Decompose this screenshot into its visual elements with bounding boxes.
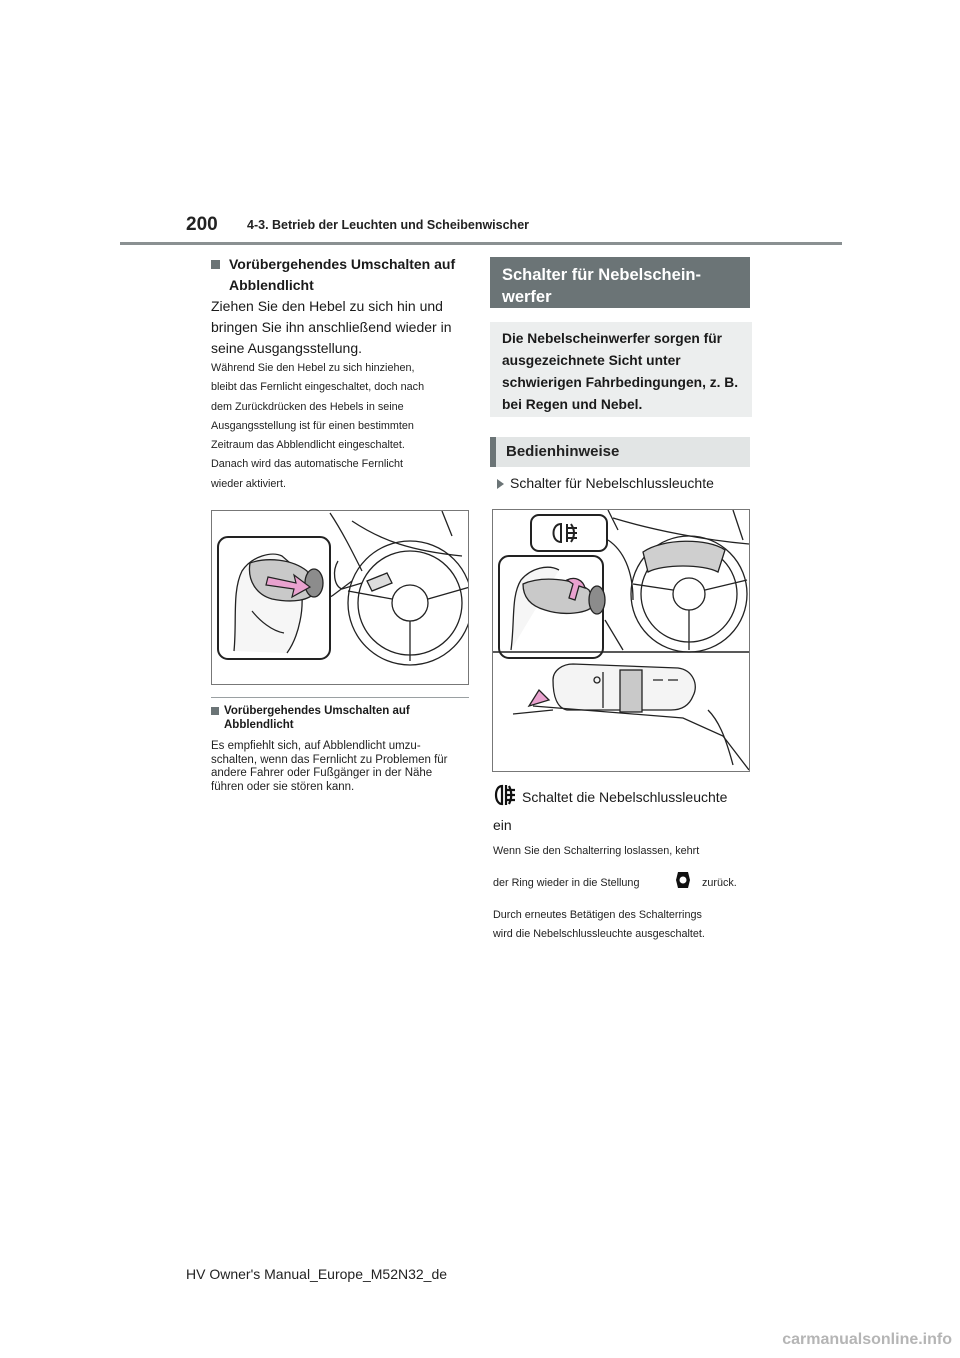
- caption-body: Es empfiehlt sich, auf Abblendlicht umzu-schalten, wenn das Fernlicht zu Problemen für andere Fahrer oder Fußgänger in der Nähe führen oder sie stören kann.: [211, 740, 448, 793]
- illustration-lever-pull: [211, 510, 469, 685]
- note-line: bleibt das Fernlicht eingeschaltet, doch nach: [211, 381, 425, 394]
- note-line: Während Sie den Hebel zu sich hinziehen,: [211, 362, 415, 374]
- note-line: wird die Nebelschlussleuchte ausgeschaltet.: [493, 928, 705, 941]
- section-title-fog-lights: Schalter für Nebelschein-werfer: [490, 257, 750, 308]
- note-switch-off: [493, 906, 755, 945]
- illustration-fog-switch: [492, 509, 750, 772]
- triangle-bullet-icon: [497, 479, 504, 489]
- square-bullet-icon: [211, 707, 219, 715]
- steering-wheel-lever-drawing: [212, 511, 468, 684]
- icon-description: Schaltet die Nebelschlussleuchte: [522, 789, 728, 805]
- note-release-line2: der Ring wieder in die Stellung: [493, 877, 640, 889]
- fog-switch-drawing: [493, 510, 749, 771]
- section-heading-abblendlicht: Vorübergehendes Umschalten auf Abblendlicht: [211, 254, 473, 296]
- page-number: 200: [186, 214, 218, 235]
- header-rule: [120, 242, 842, 245]
- subsection-title: Bedienhinweise: [490, 437, 750, 467]
- note-line: Danach wird das automatische Fernlicht: [211, 458, 404, 471]
- note-line: wieder aktiviert.: [211, 477, 287, 490]
- note-release-line2-end: zurück.: [702, 877, 737, 889]
- note-line: Ausgangsstellung ist für einen bestimmten: [211, 419, 414, 432]
- instruction-text: Ziehen Sie den Hebel zu sich hin und bringen Sie ihn anschließend wieder in seine Ausgangsstellung.: [211, 298, 452, 356]
- icon-description-cont: ein: [493, 817, 512, 833]
- rear-fog-light-icon: [493, 783, 517, 809]
- bullet-text: Schalter für Nebelschlussleuchte: [510, 475, 714, 491]
- note-line: Zeitraum das Abblendlicht eingeschaltet.: [211, 439, 405, 452]
- note-text: [211, 359, 473, 494]
- off-position-icon: [674, 870, 692, 890]
- note-line: dem Zurückdrücken des Hebels in seine: [211, 400, 404, 413]
- chapter-title: 4-3. Betrieb der Leuchten und Scheibenwischer: [247, 218, 530, 232]
- watermark: carmanualsonline.info: [782, 1331, 952, 1348]
- footer-manual-id: HV Owner's Manual_Europe_M52N32_de: [186, 1266, 448, 1282]
- square-bullet-icon: [211, 260, 220, 269]
- note-release: Wenn Sie den Schalterring loslassen, kehrt: [493, 845, 700, 857]
- caption-heading: Vorübergehendes Umschalten auf Abblendlicht: [211, 704, 469, 732]
- caption-rule: [211, 697, 469, 698]
- note-line: Durch erneutes Betätigen des Schalterrings: [493, 909, 702, 921]
- intro-box: Die Nebelscheinwerfer sorgen für ausgezeichnete Sicht unter schwierigen Fahrbedingungen, z. B. bei Regen und Nebel.: [490, 322, 752, 417]
